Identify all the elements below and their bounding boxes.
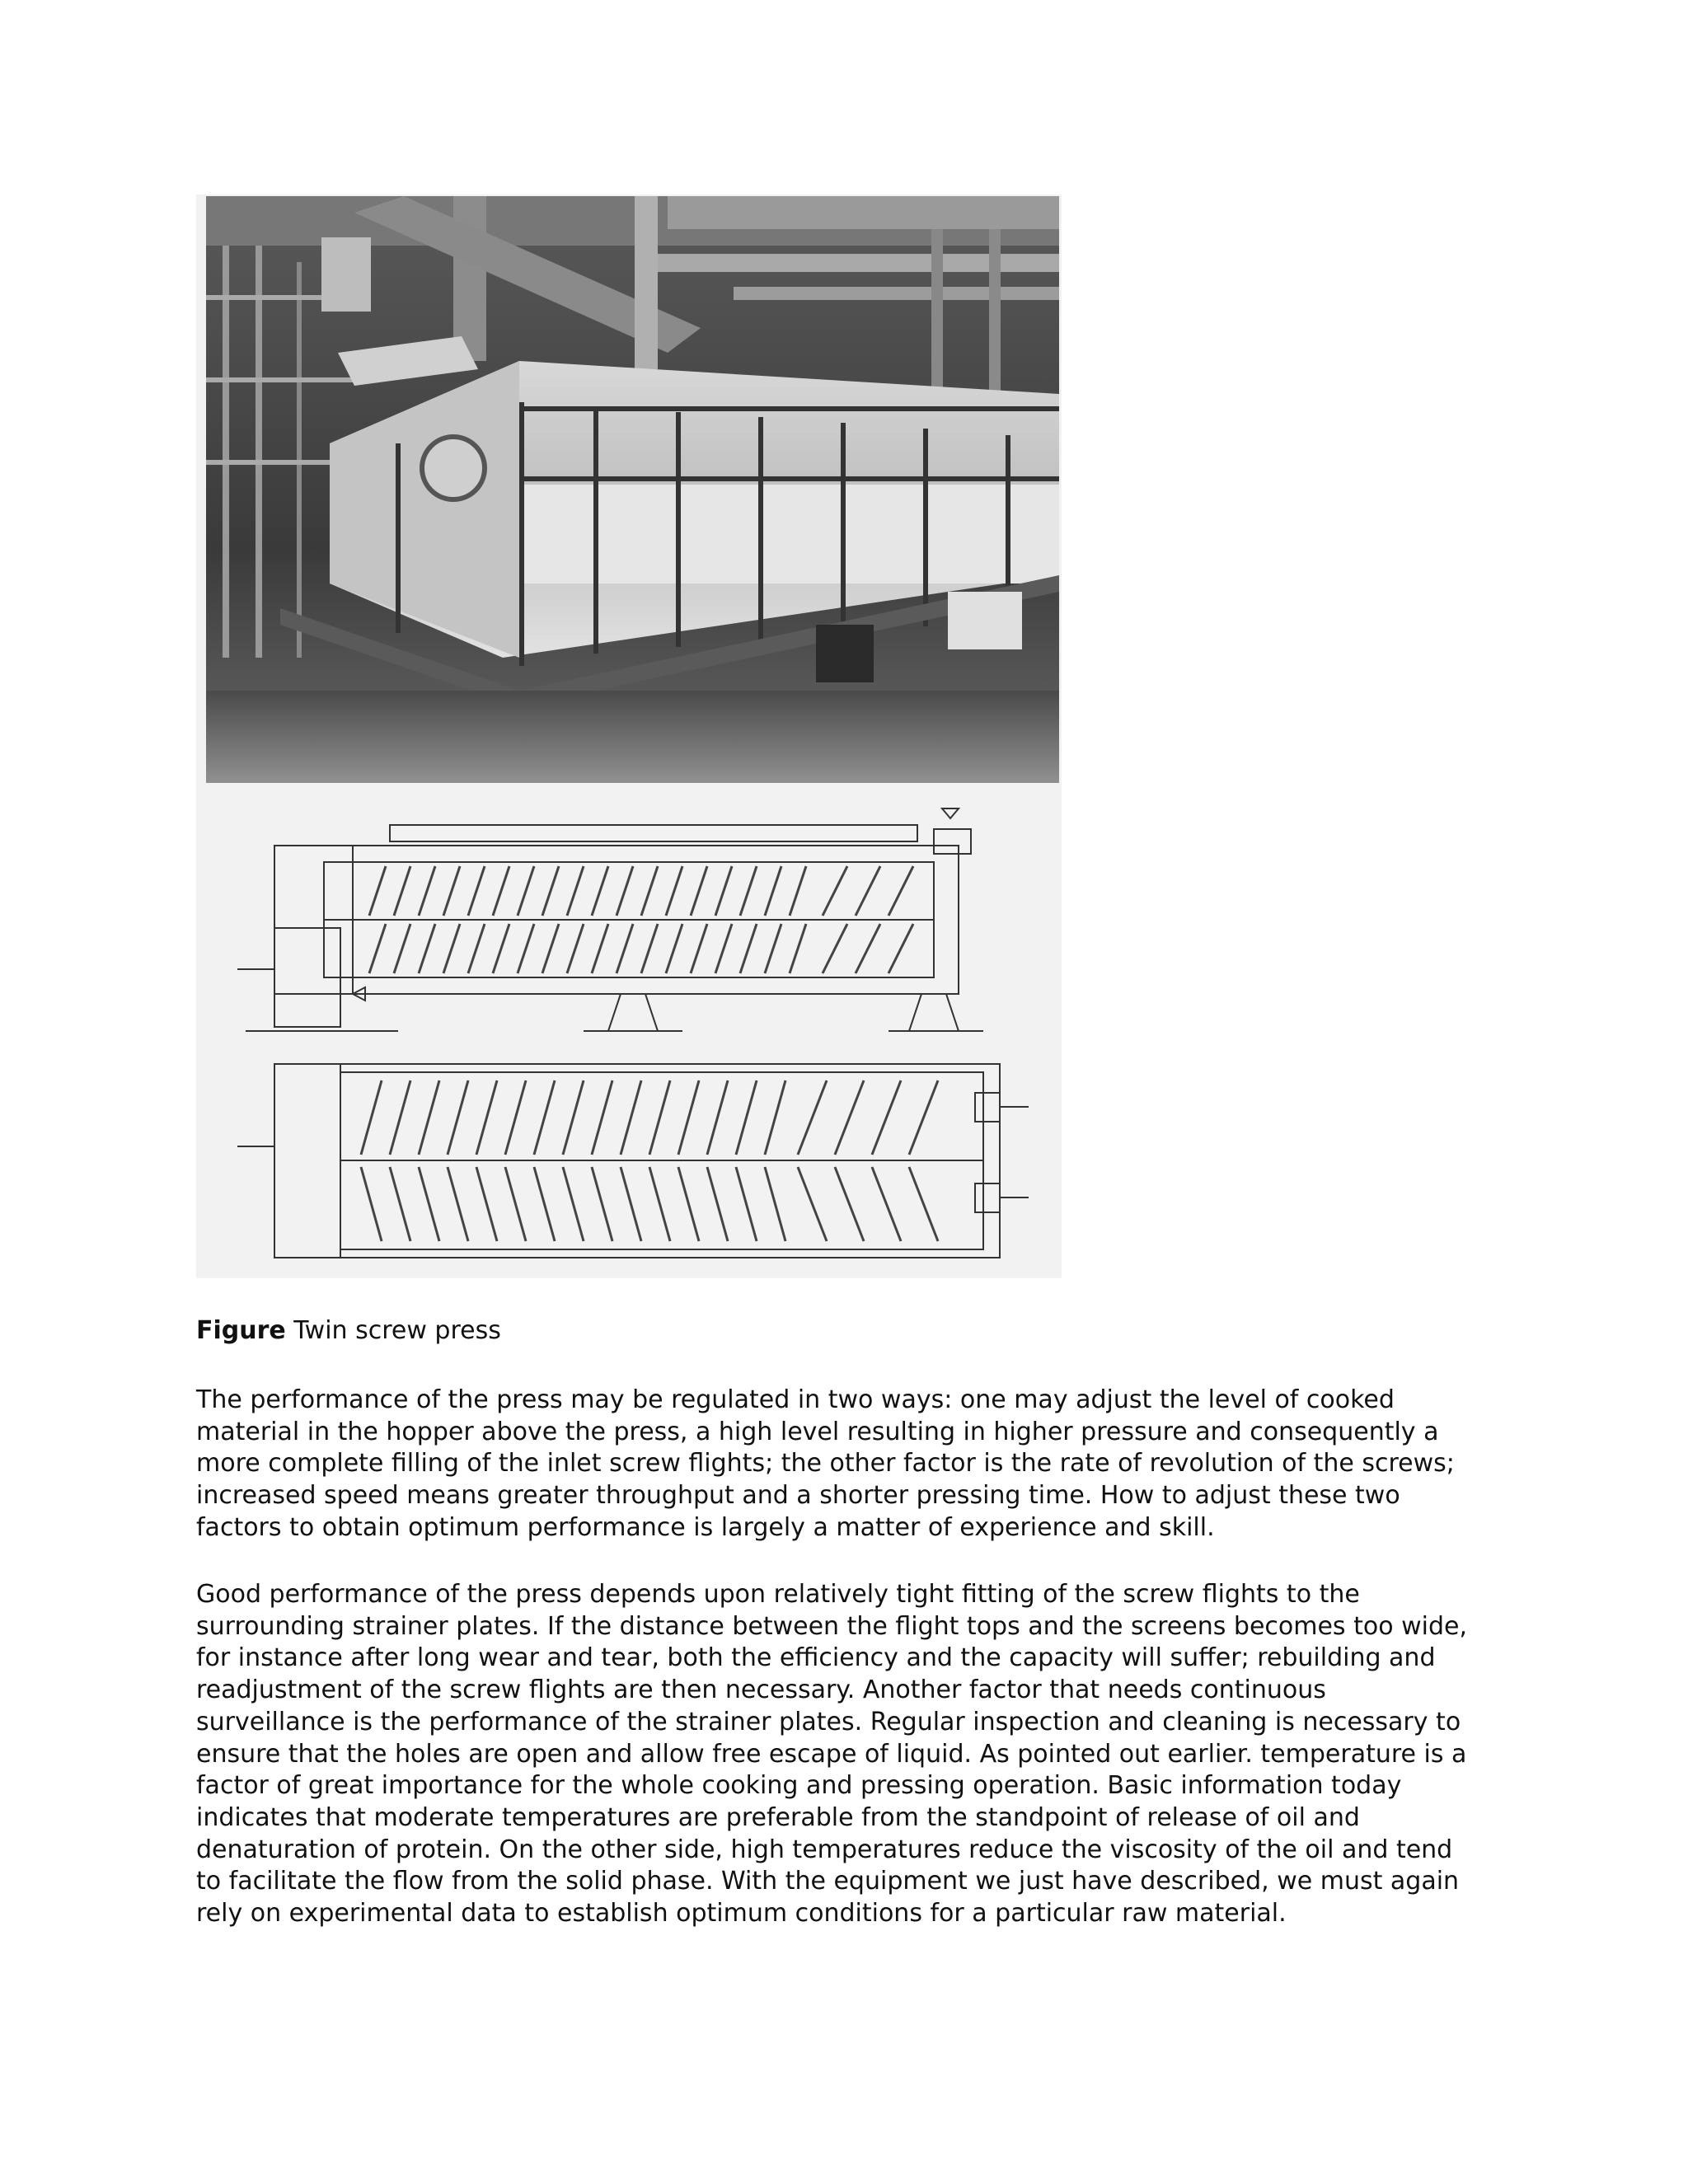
paragraph-line: factors to obtain optimum performance is largely a matter of experience and skill. xyxy=(196,1512,1215,1542)
paragraph-line: surveillance is the performance of the strainer plates. Regular inspection and cleaning is necessary to xyxy=(196,1707,1461,1736)
press-drawing xyxy=(196,784,1062,1278)
figure-label: Figure xyxy=(196,1316,286,1345)
paragraph-line: increased speed means greater throughput and a shorter pressing time. How to adjust these two xyxy=(196,1481,1400,1511)
paragraph-1 xyxy=(196,1385,1482,1544)
figure xyxy=(196,194,1062,1278)
paragraph-line: indicates that moderate temperatures are preferable from the standpoint of release of oil and xyxy=(196,1802,1360,1832)
paragraph-line: material in the hopper above the press, a high level resulting in higher pressure and consequently a xyxy=(196,1417,1439,1446)
paragraph-line: to facilitate the flow from the solid phase. With the equipment we just have described, we must again xyxy=(196,1867,1460,1896)
figure-caption xyxy=(196,1315,501,1347)
paragraph-line: surrounding strainer plates. If the distance between the flight tops and the screens becomes too wide, xyxy=(196,1611,1468,1641)
paragraph-line: Good performance of the press depends upon relatively tight fitting of the screw flights to the xyxy=(196,1580,1360,1609)
figure-caption-text: Twin screw press xyxy=(293,1316,501,1345)
paragraph-line: denaturation of protein. On the other side, high temperatures reduce the viscosity of the oil and tend xyxy=(196,1835,1453,1864)
paragraph-2 xyxy=(196,1579,1482,1930)
paragraph-line: readjustment of the screw flights are then necessary. Another factor that needs continuous xyxy=(196,1675,1326,1705)
paragraph-line: The performance of the press may be regulated in two ways: one may adjust the level of cooked xyxy=(196,1385,1395,1414)
paragraph-line: rely on experimental data to establish optimum conditions for a particular raw material. xyxy=(196,1899,1287,1929)
paragraph-line: more complete filling of the inlet screw flights; the other factor is the rate of revolution of the screws; xyxy=(196,1449,1455,1479)
press-photo xyxy=(206,196,1059,783)
paragraph-line: factor of great importance for the whole cooking and pressing operation. Basic information today xyxy=(196,1771,1402,1801)
paragraph-line: ensure that the holes are open and allow free escape of liquid. As pointed out earlier. temperature is a xyxy=(196,1739,1467,1769)
paragraph-line: for instance after long wear and tear, both the efficiency and the capacity will suffer; rebuilding and xyxy=(196,1643,1436,1673)
